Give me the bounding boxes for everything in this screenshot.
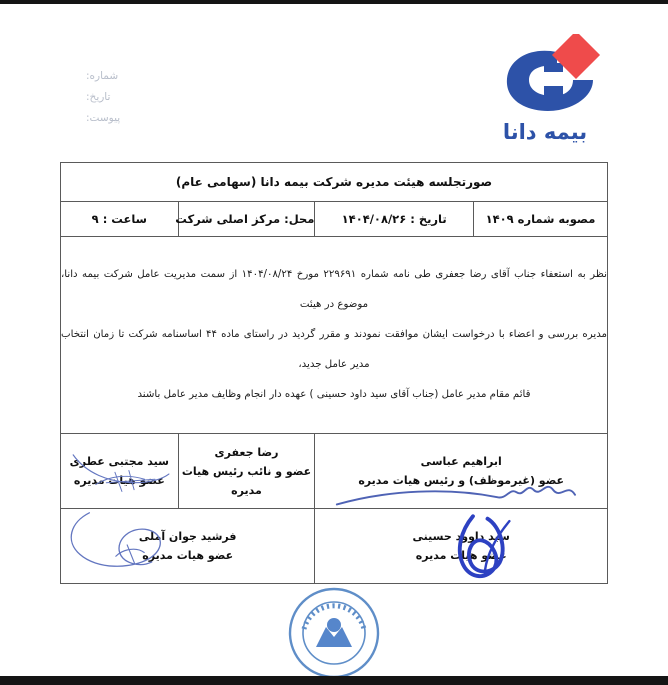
signatory-role: عضو هیات مدیره	[415, 549, 507, 562]
minutes-table	[60, 162, 608, 584]
resolution-body	[61, 237, 608, 434]
body-line-1: نظر به استعفاء جناب آقای رضا جعفری طی نامه شماره ۲۲۹۶۹۱ مورخ ۱۴۰۴/۰۸/۲۴ از سمت مدیریت عامل شرکت بیمه دانا، موضوع در هیئت	[61, 269, 607, 310]
scan-edge-bottom	[0, 676, 668, 685]
signatory-name: فرشید جوان آملی	[138, 530, 237, 543]
table-row-signatures-2	[61, 509, 608, 584]
table-row-title	[61, 163, 608, 202]
signatory-name: رضا جعفری	[214, 445, 279, 459]
letterhead-field-date: تاریخ:	[86, 91, 111, 103]
stamp-area	[0, 605, 668, 667]
board-secretariat-stamp	[286, 585, 382, 681]
document-paper	[0, 4, 668, 676]
signatory-name: ابراهیم عباسی	[420, 455, 502, 468]
table-row-meta	[61, 202, 608, 237]
signatory-role: عضو هیات مدیره	[142, 549, 234, 562]
signatory-name: سید داوود حسینی	[412, 530, 510, 543]
meta-time: ساعت : ۹	[61, 202, 179, 237]
signature-cell-hosseini	[315, 509, 608, 584]
meta-date: تاریخ : ۱۴۰۴/۰۸/۲۶	[315, 202, 474, 237]
meta-approval-number: مصوبه شماره ۱۴۰۹	[474, 202, 608, 237]
body-line-2: مدیره بررسی و اعضاء با درخواست ایشان موافقت نمودند و مقرر گردید در راستای ماده ۴۴ اساسنامه شرکت تا زمان انتخاب مدیر عامل جدید،	[61, 329, 607, 370]
signature-cell-javan-amoli	[61, 509, 315, 584]
signature-cell-jafari	[178, 434, 315, 509]
dana-insurance-logo	[473, 34, 633, 144]
signatory-role: عضو و نائب رئیس هیات مدیره	[181, 464, 312, 497]
letterhead-field-number: شماره:	[86, 70, 119, 82]
signature-cell-atri	[61, 434, 179, 509]
document-title: صورتجلسه هیئت مدیره شرکت بیمه دانا (سهامی عام)	[61, 163, 608, 202]
signatory-role: عضو هیات مدیره	[73, 474, 165, 487]
body-line-3: قائم مقام مدیر عامل (جناب آقای سید داود حسینی ) عهده دار انجام وظایف مدیر عامل باشند	[137, 389, 531, 400]
logo-wordmark: بیمه دانا	[502, 120, 588, 144]
letterhead-fields	[86, 66, 196, 129]
signatory-role: عضو (غیرموظف) و رئیس هیات مدیره	[358, 474, 565, 487]
signatory-name: سید مجتبی عطری	[69, 455, 169, 468]
letterhead-field-attachment: پیوست:	[86, 112, 121, 124]
meta-location: محل: مرکز اصلی شرکت	[178, 202, 315, 237]
table-row-signatures-1	[61, 434, 608, 509]
table-row-body	[61, 237, 608, 434]
signature-cell-abbasi	[315, 434, 608, 509]
logo-mark-icon	[497, 34, 609, 116]
